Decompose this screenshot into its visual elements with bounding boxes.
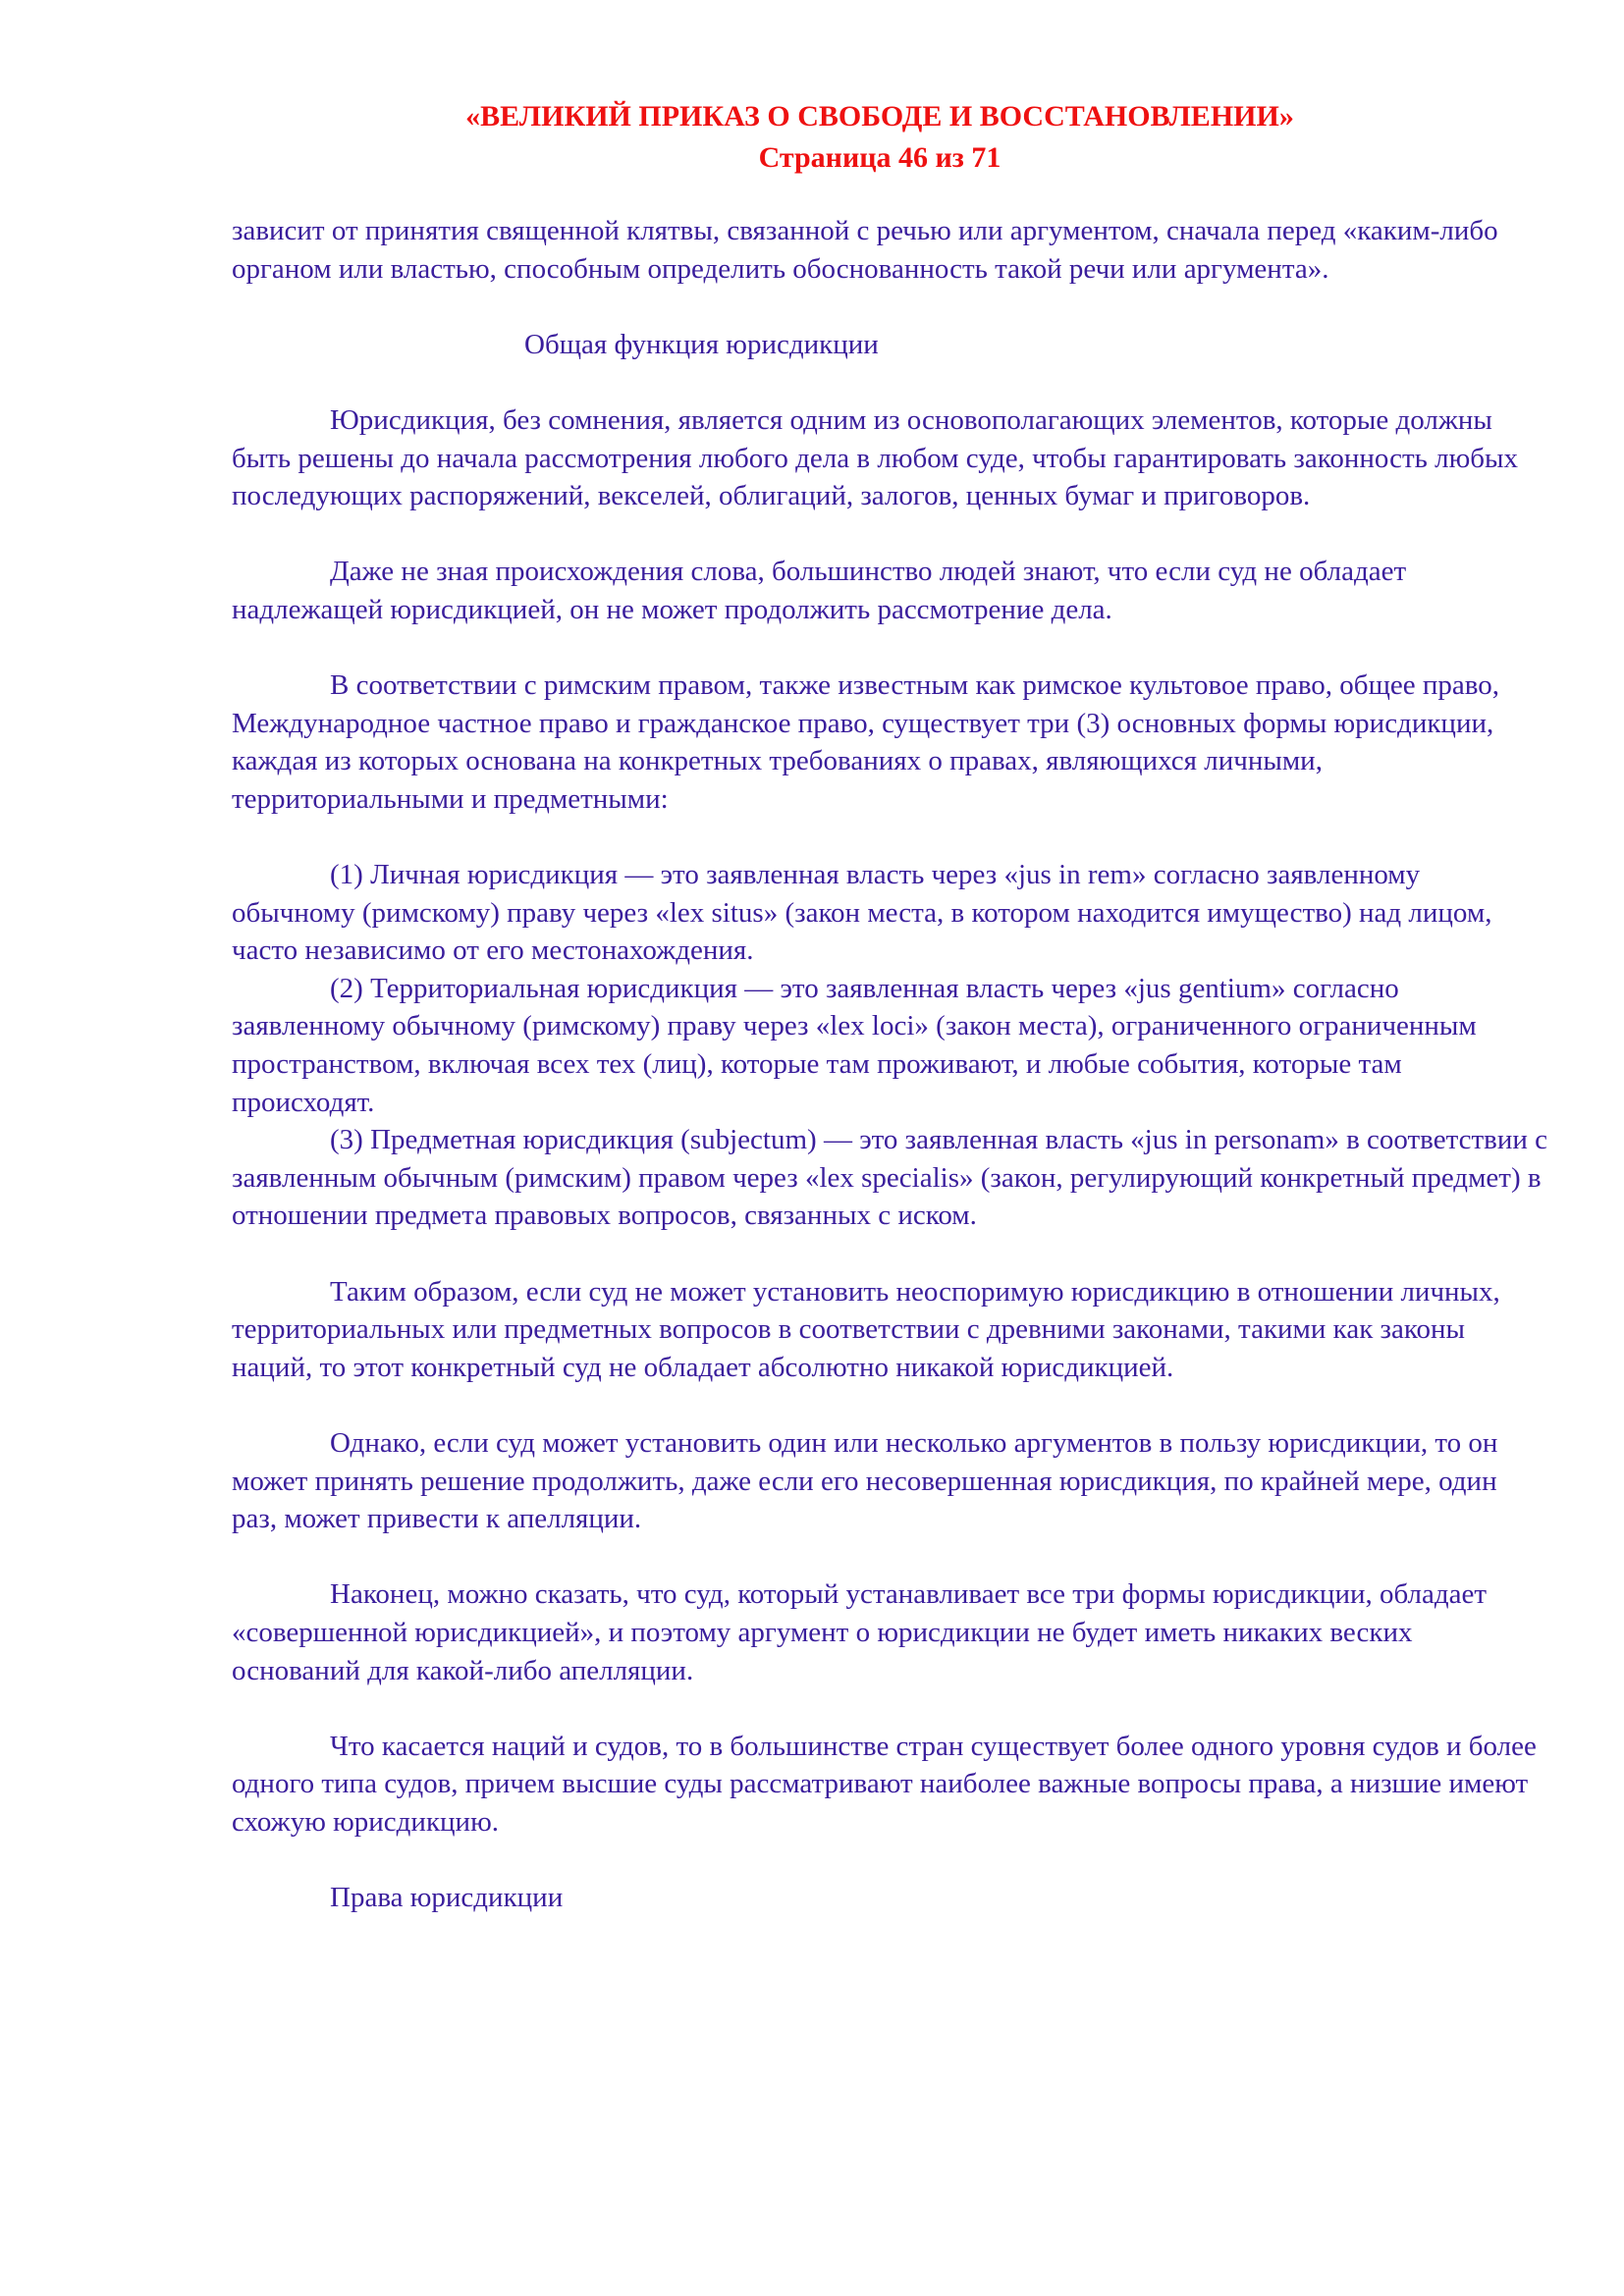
paragraph: Наконец, можно сказать, что суд, который устанавливает все три формы юрисдикции, обладает «совершенной юрисдикцией», и поэтому аргумент о юрисдикции не будет иметь никаких веских оснований для какой-либо апелляции. bbox=[232, 1578, 1488, 1686]
document-title: «ВЕЛИКИЙ ПРИКАЗ О СВОБОДЕ И ВОССТАНОВЛЕНИИ» bbox=[465, 100, 1294, 133]
paragraph: Что касается наций и судов, то в большинстве стран существует более одного уровня судов и более одного типа судов, причем высшие суды рассматривают наиболее важные вопросы права, а низшие имеют схожую юрисдикцию. bbox=[232, 1730, 1537, 1838]
section-heading: Права юрисдикции bbox=[330, 1882, 564, 1914]
section-heading: Общая функция юрисдикции bbox=[524, 328, 879, 360]
paragraph: Юрисдикция, без сомнения, является одним из основополагающих элементов, которые должны быть решены до начала рассмотрения любого дела в любом суде, чтобы гарантировать законность любых последующих распоряжений, векселей, облигаций, залогов, ценных бумаг и приговоров. bbox=[232, 403, 1518, 512]
document-body bbox=[232, 212, 1547, 1917]
list-item: (2) Территориальная юрисдикция — это заявленная власть через «jus gentium» согласно заявленному обычному (римскому) праву через «lex loci» (закон места), ограниченного ограниченным пространством, включая всех тех (лиц), которые там проживают, и любые события, которые там происходят. bbox=[232, 972, 1477, 1118]
page-number: Страница 46 из 71 bbox=[758, 141, 1001, 174]
list-item: (3) Предметная юрисдикция (subjectum) — это заявленная власть «jus in personam» в соответствии с заявленным обычным (римским) правом через «lex specialis» (закон, регулирующий конкретный предмет) в отношении предмета правовых вопросов, связанных с иском. bbox=[232, 1124, 1547, 1232]
paragraph: Таким образом, если суд не может установить неоспоримую юрисдикцию в отношении личных, территориальных или предметных вопросов в соответствии с древними законами, такими как законы наций, то этот конкретный суд не обладает абсолютно никакой юрисдикцией. bbox=[232, 1275, 1500, 1383]
page-header bbox=[0, 96, 1624, 179]
paragraph: Даже не зная происхождения слова, большинство людей знают, что если суд не обладает надлежащей юрисдикцией, он не может продолжить рассмотрение дела. bbox=[232, 556, 1407, 625]
list-item: (1) Личная юрисдикция — это заявленная власть через «jus in rem» согласно заявленному обычному (римскому) праву через «lex situs» (закон места, в котором находится имущество) над лицом, часто независимо от его местонахождения. bbox=[232, 859, 1492, 967]
paragraph: В соответствии с римским правом, также известным как римское культовое право, общее право, Международное частное право и гражданское право, существует три (3) основных формы юрисдикции, каждая из которых основана на конкретных требованиях о правах, являющихся личными, территориальными и предметными: bbox=[232, 669, 1500, 815]
paragraph: Однако, если суд может установить один или несколько аргументов в пользу юрисдикции, то он может принять решение продолжить, даже если его несовершенная юрисдикция, по крайней мере, один раз, может привести к апелляции. bbox=[232, 1427, 1498, 1535]
paragraph-continuation: зависит от принятия священной клятвы, связанной с речью или аргументом, сначала перед «каким-либо органом или властью, способным определить обоснованность такой речи или аргумента». bbox=[232, 215, 1498, 285]
